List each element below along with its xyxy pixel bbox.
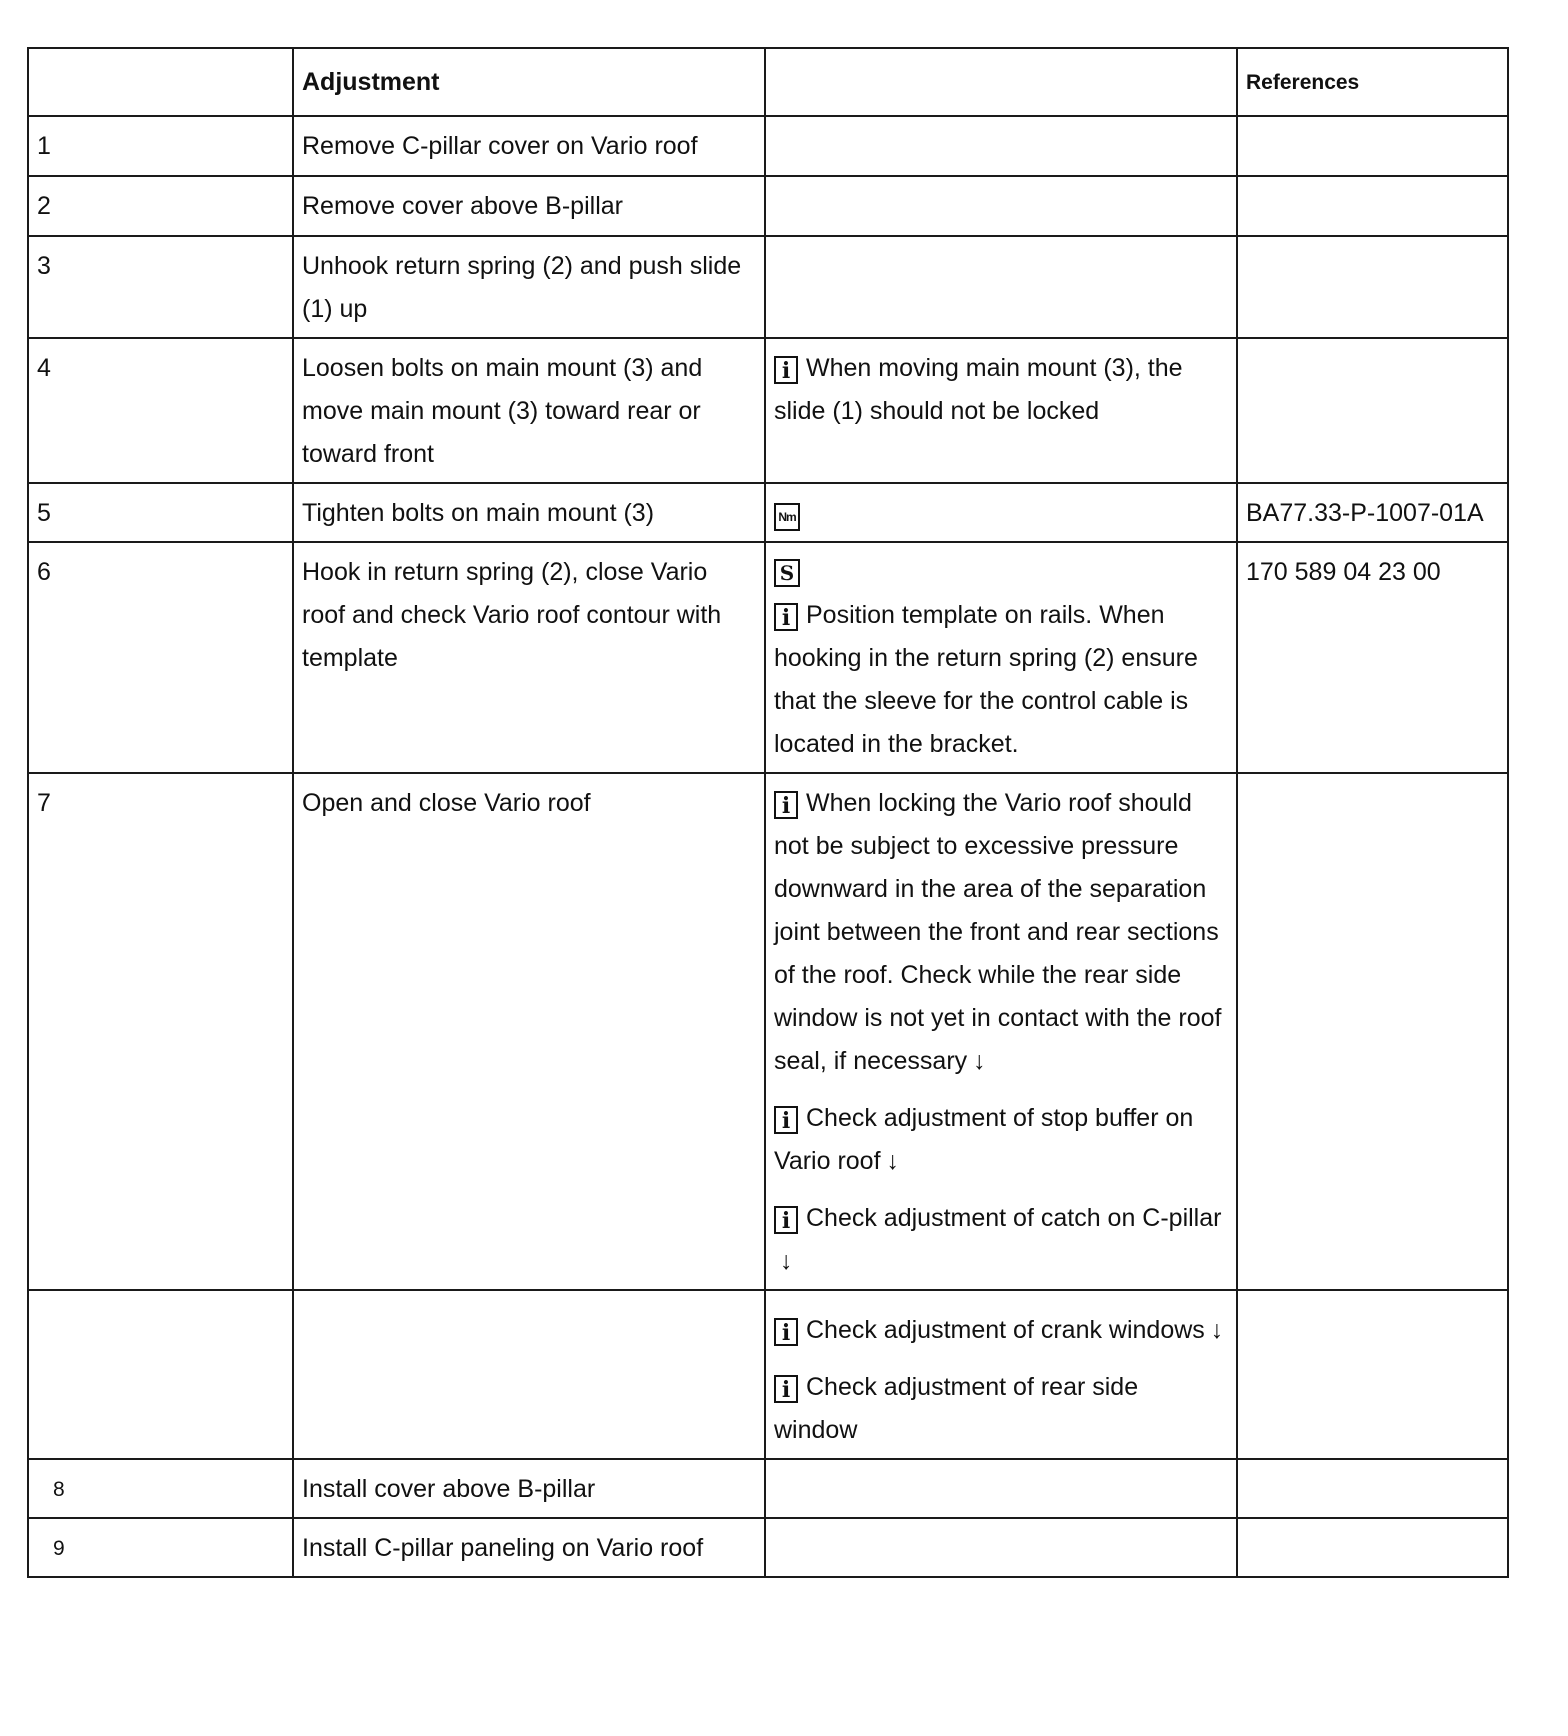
notes-cell xyxy=(765,338,1237,483)
reference-cell xyxy=(1237,116,1508,176)
notes-cell xyxy=(765,176,1237,236)
step-number: 7 xyxy=(28,773,293,1290)
info-icon: i xyxy=(774,1106,798,1134)
adjustment-text: Unhook return spring (2) and push slide (1) up xyxy=(293,236,765,338)
note-text: Check adjustment of catch on C-pillar xyxy=(806,1204,1222,1232)
table-row xyxy=(28,176,1508,236)
table-row xyxy=(28,542,1508,773)
header-adjustment: Adjustment xyxy=(293,48,765,116)
info-icon: i xyxy=(774,1318,798,1346)
info-note xyxy=(774,594,1228,766)
arrow-down-icon[interactable]: ↓ xyxy=(973,1047,986,1075)
reference-cell xyxy=(1237,1459,1508,1518)
step-number: 5 xyxy=(28,483,293,542)
table-header-row xyxy=(28,48,1508,116)
step-number: 4 xyxy=(28,338,293,483)
torque-icon: Nm xyxy=(774,503,800,531)
arrow-down-icon[interactable]: ↓ xyxy=(780,1247,793,1275)
step-number: 2 xyxy=(28,176,293,236)
step-number: 6 xyxy=(28,542,293,773)
info-note xyxy=(774,1309,1228,1352)
note-text: Check adjustment of stop buffer on Vario roof xyxy=(774,1104,1194,1175)
info-icon: i xyxy=(774,1375,798,1403)
note-text: When moving main mount (3), the slide (1) should not be locked xyxy=(774,354,1183,425)
table-row xyxy=(28,236,1508,338)
reference-cell xyxy=(1237,1518,1508,1577)
note-text: Check adjustment of crank windows xyxy=(806,1316,1205,1344)
notes-cell xyxy=(765,483,1237,542)
reference-cell xyxy=(1237,338,1508,483)
adjustment-text: Hook in return spring (2), close Vario roof and check Vario roof contour with template xyxy=(293,542,765,773)
info-note xyxy=(774,1097,1228,1183)
notes-cell xyxy=(765,773,1237,1290)
adjustment-text: Remove cover above B-pillar xyxy=(293,176,765,236)
adjustment-text: Remove C-pillar cover on Vario roof xyxy=(293,116,765,176)
notes-cell xyxy=(765,1518,1237,1577)
note-text: Position template on rails. When hooking in the return spring (2) ensure that the sleeve for the control cable is located in the bracket. xyxy=(774,601,1198,758)
info-icon: i xyxy=(774,791,798,819)
info-note xyxy=(774,1197,1228,1283)
table-row xyxy=(28,1518,1508,1577)
table-row xyxy=(28,116,1508,176)
arrow-down-icon[interactable]: ↓ xyxy=(1210,1316,1224,1344)
note-text: When locking the Vario roof should not be subject to excessive pressure downward in the area of the separation joint between the front and rear sections of the roof. Check while the rear side window is not yet in contact with the roof seal, if necessary xyxy=(774,789,1222,1075)
info-note xyxy=(774,782,1228,1083)
note-text: Check adjustment of rear side window xyxy=(774,1373,1139,1444)
reference-cell[interactable]: BA77.33-P-1007-01A xyxy=(1237,483,1508,542)
table-row xyxy=(28,773,1508,1290)
info-icon: i xyxy=(774,603,798,631)
special-tool-icon: S xyxy=(774,559,800,587)
adjustment-text: Install C-pillar paneling on Vario roof xyxy=(293,1518,765,1577)
reference-cell xyxy=(1237,236,1508,338)
reference-cell xyxy=(1237,176,1508,236)
adjustment-text: Loosen bolts on main mount (3) and move main mount (3) toward rear or toward front xyxy=(293,338,765,483)
step-number xyxy=(28,1290,293,1459)
step-number: 9 xyxy=(28,1518,293,1577)
reference-cell[interactable]: 170 589 04 23 00 xyxy=(1237,542,1508,773)
notes-cell xyxy=(765,1459,1237,1518)
table-row xyxy=(28,338,1508,483)
adjustment-text xyxy=(293,1290,765,1459)
reference-cell xyxy=(1237,773,1508,1290)
info-note xyxy=(774,347,1228,433)
notes-cell xyxy=(765,542,1237,773)
step-number: 8 xyxy=(28,1459,293,1518)
table-row xyxy=(28,483,1508,542)
adjustment-text: Tighten bolts on main mount (3) xyxy=(293,483,765,542)
info-icon: i xyxy=(774,1206,798,1234)
notes-cell xyxy=(765,236,1237,338)
adjustment-text: Install cover above B-pillar xyxy=(293,1459,765,1518)
info-icon: i xyxy=(774,356,798,384)
notes-cell xyxy=(765,116,1237,176)
step-number: 3 xyxy=(28,236,293,338)
header-references: References xyxy=(1237,48,1508,116)
step-number: 1 xyxy=(28,116,293,176)
table-row xyxy=(28,1290,1508,1459)
table-row xyxy=(28,1459,1508,1518)
header-step xyxy=(28,48,293,116)
adjustment-text: Open and close Vario roof xyxy=(293,773,765,1290)
notes-cell xyxy=(765,1290,1237,1459)
arrow-down-icon[interactable]: ↓ xyxy=(886,1147,900,1175)
procedure-table xyxy=(27,47,1509,1578)
header-notes xyxy=(765,48,1237,116)
reference-cell xyxy=(1237,1290,1508,1459)
info-note xyxy=(774,1366,1228,1452)
